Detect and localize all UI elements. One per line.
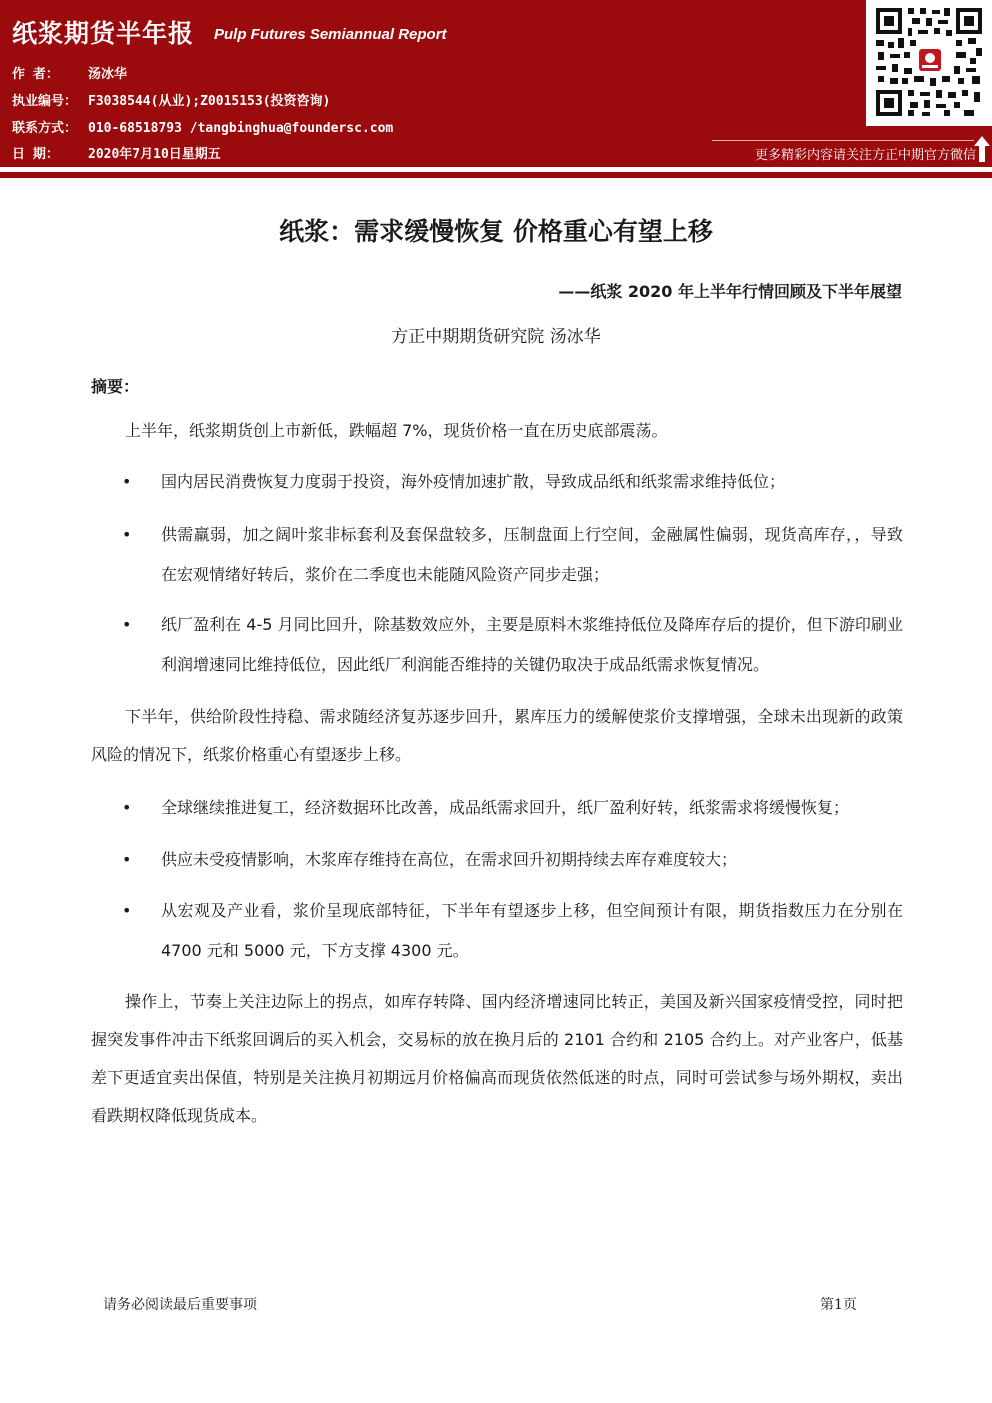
meta-date (12, 143, 221, 162)
meta-date-label: 日 期： (12, 147, 59, 162)
bullet-item: 全球继续推进复工，经济数据环比改善，成品纸需求回升，纸厂盈利好转，纸浆需求将缓慢恢复； (161, 798, 850, 817)
follow-wechat-text: 更多精彩内容请关注方正中期官方微信 (754, 148, 976, 163)
qr-code-icon (866, 0, 992, 126)
page-number: 第1页 (820, 1297, 857, 1313)
abstract-heading: 摘要： (91, 377, 140, 396)
bullet-dot: • (122, 525, 132, 544)
page-subtitle: ——纸浆 2020 年上半年行情回顾及下半年展望 (558, 282, 902, 301)
footer-notice: 请务必阅读最后重要事项 (103, 1297, 257, 1313)
paragraph-first-half-summary: 上半年，纸浆期货创上市新低，跌幅超 7%，现货价格一直在历史底部震荡。 (125, 421, 668, 440)
meta-author-value: 汤冰华 (88, 67, 128, 82)
meta-license-label: 执业编号： (12, 94, 78, 109)
meta-contact-label: 联系方式： (12, 121, 78, 136)
bullet-item: 供需羸弱，加之阔叶浆非标套利及套保盘较多，压制盘面上行空间，金融属性偏弱，现货高库存，，导致在宏观情绪好转后，浆价在二季度也未能随风险资产同步走强； (161, 525, 903, 584)
bullet-item: 纸厂盈利在 4-5 月同比回升，除基数效应外，主要是原料木浆维持低位及降库存后的提价，但下游印刷业利润增速同比维持低位，因此纸厂利润能否维持的关键仍取决于成品纸需求恢复情况。 (161, 615, 903, 674)
bullet-dot: • (122, 850, 132, 869)
meta-date-value: 2020年7月10日星期五 (88, 147, 221, 162)
meta-contact-value: 010-68518793 /tangbinghua@foundersc.com (88, 121, 394, 136)
meta-contact (12, 117, 393, 136)
report-header (0, 0, 992, 167)
author-line: 方正中期期货研究院 汤冰华 (391, 327, 601, 347)
bullet-item: 国内居民消费恢复力度弱于投资，海外疫情加速扩散，导致成品纸和纸浆需求维持低位； (161, 472, 786, 491)
follow-divider (712, 140, 974, 141)
header-title-cn: 纸浆期货半年报 (12, 19, 195, 48)
meta-author-label: 作 者： (12, 67, 59, 82)
up-arrow-icon (974, 136, 990, 162)
header-title-en: Pulp Futures Semiannual Report (214, 26, 447, 43)
bullet-dot: • (122, 798, 132, 817)
paragraph-operation-strategy: 操作上，节奏上关注边际上的拐点，如库存转降、国内经济增速同比转正，美国及新兴国家疫情受控，同时把握突发事件冲击下纸浆回调后的买入机会，交易标的放在换月后的 2101 合约和 2105 合约上。对产业客户，低基差下更适宜卖出保值，特别是关注换月初期远月价格偏高而现货依然低迷的时点，同时可尝试参与场外期权，卖出看跌期权降低现货成本。 (91, 992, 903, 1125)
bullet-item: 供应未受疫情影响，木浆库存维持在高位，在需求回升初期持续去库存难度较大； (161, 850, 738, 869)
bullet-item: 从宏观及产业看，浆价呈现底部特征，下半年有望逐步上移，但空间预计有限，期货指数压力在分别在 4700 元和 5000 元，下方支撑 4300 元。 (161, 901, 903, 960)
meta-license (12, 90, 330, 109)
page-title: 纸浆：需求缓慢恢复 价格重心有望上移 (279, 217, 713, 246)
meta-author (12, 63, 127, 82)
meta-license-value: F3038544(从业);Z0015153(投资咨询) (88, 94, 331, 109)
paragraph-second-half-outlook: 下半年，供给阶段性持稳、需求随经济复苏逐步回升，累库压力的缓解使浆价支撑增强，全球未出现新的政策风险的情况下，纸浆价格重心有望逐步上移。 (91, 707, 903, 764)
bullet-dot: • (122, 615, 132, 634)
qr-code-graphic (874, 6, 984, 118)
bullet-dot: • (122, 472, 132, 491)
bullet-dot: • (122, 901, 132, 920)
header-bottom-rule (0, 172, 992, 178)
